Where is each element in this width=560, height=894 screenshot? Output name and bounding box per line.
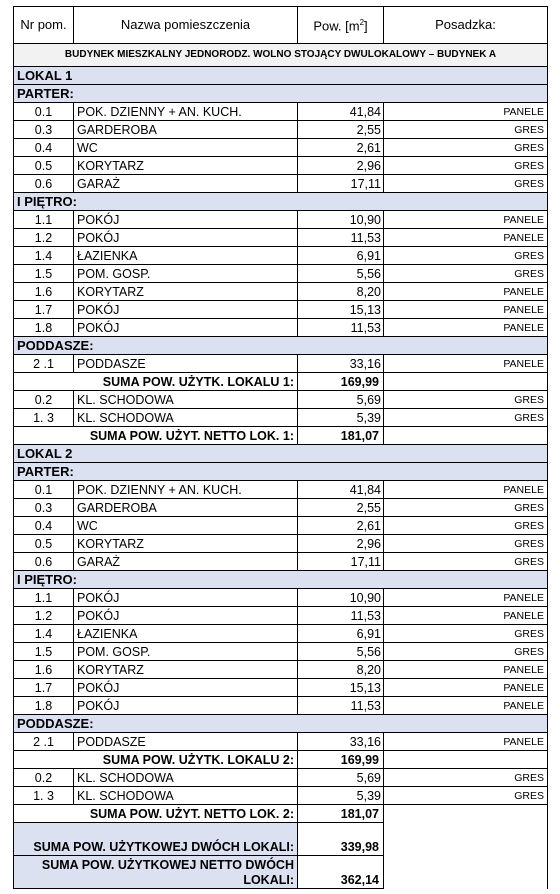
room-floor: GRES bbox=[384, 121, 548, 139]
room-name: POKÓJ bbox=[74, 589, 298, 607]
lokal1-parter-label-row bbox=[14, 85, 548, 103]
lokal2-suma-netto-label: SUMA POW. UŻYT. NETTO LOK. 2: bbox=[14, 805, 298, 823]
room-area: 11,53 bbox=[298, 319, 384, 337]
room-nr: 1. 3 bbox=[14, 787, 74, 805]
room-area: 10,90 bbox=[298, 211, 384, 229]
lokal1-suma-uzytk-row bbox=[14, 373, 548, 391]
room-name: KL. SCHODOWA bbox=[74, 787, 298, 805]
header-name: Nazwa pomieszczenia bbox=[74, 7, 298, 44]
room-nr: 1.7 bbox=[14, 679, 74, 697]
room-floor: GRES bbox=[384, 499, 548, 517]
table-row bbox=[14, 787, 548, 805]
room-floor: PANELE bbox=[384, 283, 548, 301]
room-area: 5,69 bbox=[298, 391, 384, 409]
header-area-sup: 2 bbox=[359, 18, 365, 28]
room-name: KORYTARZ bbox=[74, 661, 298, 679]
lokal1-title-row bbox=[14, 67, 548, 85]
lokal2-poddasze-label-row bbox=[14, 715, 548, 733]
room-floor: PANELE bbox=[384, 355, 548, 373]
room-nr: 0.3 bbox=[14, 499, 74, 517]
room-nr: 0.5 bbox=[14, 535, 74, 553]
room-floor: GRES bbox=[384, 409, 548, 427]
room-floor: PANELE bbox=[384, 319, 548, 337]
room-floor: PANELE bbox=[384, 607, 548, 625]
lokal1-suma-netto-blank bbox=[384, 427, 548, 445]
lokal2-suma-netto-row bbox=[14, 805, 548, 823]
room-nr: 2 .1 bbox=[14, 733, 74, 751]
room-name: KL. SCHODOWA bbox=[74, 409, 298, 427]
table-row bbox=[14, 589, 548, 607]
table-row bbox=[14, 535, 548, 553]
lokal2-title: LOKAL 2 bbox=[14, 445, 548, 463]
table-row bbox=[14, 355, 548, 373]
lokal1-poddasze-label-row bbox=[14, 337, 548, 355]
room-area: 33,16 bbox=[298, 733, 384, 751]
lokal2-parter-label-row bbox=[14, 463, 548, 481]
room-area: 5,69 bbox=[298, 769, 384, 787]
room-floor: PANELE bbox=[384, 301, 548, 319]
room-name: ŁAZIENKA bbox=[74, 247, 298, 265]
room-area: 41,84 bbox=[298, 103, 384, 121]
room-area: 2,96 bbox=[298, 535, 384, 553]
lokal2-poddasze-label: PODDASZE: bbox=[14, 715, 548, 733]
lokal2-parter-label: PARTER: bbox=[14, 463, 548, 481]
room-name: POKÓJ bbox=[74, 319, 298, 337]
room-floor: PANELE bbox=[384, 733, 548, 751]
room-floor: GRES bbox=[384, 265, 548, 283]
lokal1-parter-label: PARTER: bbox=[14, 85, 548, 103]
room-area: 15,13 bbox=[298, 679, 384, 697]
room-nr: 0.3 bbox=[14, 121, 74, 139]
room-floor: GRES bbox=[384, 625, 548, 643]
room-nr: 1.2 bbox=[14, 229, 74, 247]
room-name: POM. GOSP. bbox=[74, 643, 298, 661]
room-nr: 1.4 bbox=[14, 247, 74, 265]
room-floor: PANELE bbox=[384, 229, 548, 247]
room-name: KORYTARZ bbox=[74, 283, 298, 301]
room-area: 11,53 bbox=[298, 697, 384, 715]
lokal2-title-row bbox=[14, 445, 548, 463]
room-name: KORYTARZ bbox=[74, 535, 298, 553]
room-area: 8,20 bbox=[298, 661, 384, 679]
room-nr: 0.4 bbox=[14, 139, 74, 157]
table-row bbox=[14, 103, 548, 121]
room-area: 10,90 bbox=[298, 589, 384, 607]
room-nr: 0.6 bbox=[14, 553, 74, 571]
room-area: 2,61 bbox=[298, 517, 384, 535]
table-row bbox=[14, 499, 548, 517]
room-area: 2,96 bbox=[298, 157, 384, 175]
table-row bbox=[14, 121, 548, 139]
room-name: KL. SCHODOWA bbox=[74, 391, 298, 409]
table-row bbox=[14, 409, 548, 427]
room-name: POM. GOSP. bbox=[74, 265, 298, 283]
lokal2-suma-netto-value: 181,07 bbox=[298, 805, 384, 823]
room-floor: PANELE bbox=[384, 697, 548, 715]
room-nr: 1.5 bbox=[14, 265, 74, 283]
room-nr: 1.5 bbox=[14, 643, 74, 661]
room-area: 6,91 bbox=[298, 247, 384, 265]
room-area: 11,53 bbox=[298, 607, 384, 625]
table-row bbox=[14, 265, 548, 283]
room-nr: 1.6 bbox=[14, 283, 74, 301]
table-row bbox=[14, 283, 548, 301]
total-netto-blank bbox=[384, 856, 548, 889]
room-name: POKÓJ bbox=[74, 211, 298, 229]
room-area: 5,56 bbox=[298, 265, 384, 283]
room-area: 8,20 bbox=[298, 283, 384, 301]
lokal2-suma-uzytk-blank bbox=[384, 751, 548, 769]
table-row bbox=[14, 733, 548, 751]
table-row bbox=[14, 319, 548, 337]
table-row bbox=[14, 301, 548, 319]
room-nr: 1.2 bbox=[14, 607, 74, 625]
room-area: 41,84 bbox=[298, 481, 384, 499]
lokal1-suma-uzytk-label: SUMA POW. UŻYTK. LOKALU 1: bbox=[14, 373, 298, 391]
header-floor: Posadzka: bbox=[384, 7, 548, 44]
table-row bbox=[14, 679, 548, 697]
room-name: KORYTARZ bbox=[74, 157, 298, 175]
room-nr: 0.4 bbox=[14, 517, 74, 535]
lokal2-pietro-label-row bbox=[14, 571, 548, 589]
lokal1-pietro-label: I PIĘTRO: bbox=[14, 193, 548, 211]
room-name: GARDEROBA bbox=[74, 121, 298, 139]
room-name: POKÓJ bbox=[74, 697, 298, 715]
table-row bbox=[14, 157, 548, 175]
room-floor: PANELE bbox=[384, 661, 548, 679]
room-name: KL. SCHODOWA bbox=[74, 769, 298, 787]
room-area: 2,55 bbox=[298, 121, 384, 139]
room-name: POKÓJ bbox=[74, 229, 298, 247]
room-area: 5,39 bbox=[298, 787, 384, 805]
room-name: POKÓJ bbox=[74, 301, 298, 319]
table-row bbox=[14, 607, 548, 625]
table-row bbox=[14, 211, 548, 229]
table-row bbox=[14, 247, 548, 265]
header-nr: Nr pom. bbox=[14, 7, 74, 44]
room-name: POK. DZIENNY + AN. KUCH. bbox=[74, 481, 298, 499]
total-uzytk-blank bbox=[384, 823, 548, 856]
room-nr: 1.8 bbox=[14, 697, 74, 715]
table-row bbox=[14, 643, 548, 661]
room-nr: 0.2 bbox=[14, 391, 74, 409]
lokal2-suma-uzytk-label: SUMA POW. UŻYTK. LOKALU 2: bbox=[14, 751, 298, 769]
lokal1-suma-netto-value: 181,07 bbox=[298, 427, 384, 445]
total-uzytk-value: 339,98 bbox=[298, 823, 384, 856]
room-floor: PANELE bbox=[384, 589, 548, 607]
table-row bbox=[14, 769, 548, 787]
table-row bbox=[14, 481, 548, 499]
room-floor: GRES bbox=[384, 391, 548, 409]
room-floor: GRES bbox=[384, 535, 548, 553]
lokal2-suma-uzytk-row bbox=[14, 751, 548, 769]
room-floor: PANELE bbox=[384, 103, 548, 121]
room-floor: GRES bbox=[384, 139, 548, 157]
header-area-end: ] bbox=[364, 18, 368, 34]
room-area: 17,11 bbox=[298, 175, 384, 193]
lokal1-suma-netto-label: SUMA POW. UŻYT. NETTO LOK. 1: bbox=[14, 427, 298, 445]
room-area: 33,16 bbox=[298, 355, 384, 373]
room-name: WC bbox=[74, 139, 298, 157]
room-nr: 0.6 bbox=[14, 175, 74, 193]
table-row bbox=[14, 553, 548, 571]
room-name: GARAŻ bbox=[74, 175, 298, 193]
table-row bbox=[14, 175, 548, 193]
room-floor: PANELE bbox=[384, 481, 548, 499]
lokal1-pietro-label-row bbox=[14, 193, 548, 211]
lokal1-poddasze-label: PODDASZE: bbox=[14, 337, 548, 355]
room-floor: PANELE bbox=[384, 679, 548, 697]
room-floor: GRES bbox=[384, 769, 548, 787]
room-nr: 0.2 bbox=[14, 769, 74, 787]
room-name: ŁAZIENKA bbox=[74, 625, 298, 643]
room-nr: 0.1 bbox=[14, 481, 74, 499]
lokal1-suma-uzytk-blank bbox=[384, 373, 548, 391]
room-nr: 0.5 bbox=[14, 157, 74, 175]
table-row bbox=[14, 697, 548, 715]
total-netto-row bbox=[14, 856, 548, 889]
room-floor: GRES bbox=[384, 175, 548, 193]
room-nr: 2 .1 bbox=[14, 355, 74, 373]
total-uzytk-label: SUMA POW. UŻYTKOWEJ DWÓCH LOKALI: bbox=[14, 823, 298, 856]
room-nr: 1.8 bbox=[14, 319, 74, 337]
room-name: POKÓJ bbox=[74, 607, 298, 625]
room-area: 11,53 bbox=[298, 229, 384, 247]
header-area bbox=[298, 7, 384, 44]
total-netto-value: 362,14 bbox=[298, 856, 384, 889]
room-area: 2,61 bbox=[298, 139, 384, 157]
building-title: BUDYNEK MIESZKALNY JEDNORODZ. WOLNO STOJĄCY DWULOKALOWY – BUDYNEK A bbox=[14, 44, 548, 67]
table-row bbox=[14, 229, 548, 247]
room-floor: GRES bbox=[384, 157, 548, 175]
room-area: 5,56 bbox=[298, 643, 384, 661]
room-nr: 1.1 bbox=[14, 589, 74, 607]
room-nr: 1.7 bbox=[14, 301, 74, 319]
room-area-table bbox=[13, 6, 548, 889]
total-uzytk-row bbox=[14, 823, 548, 856]
room-area: 17,11 bbox=[298, 553, 384, 571]
room-floor: GRES bbox=[384, 553, 548, 571]
room-area: 2,55 bbox=[298, 499, 384, 517]
lokal1-suma-uzytk-value: 169,99 bbox=[298, 373, 384, 391]
room-floor: GRES bbox=[384, 517, 548, 535]
room-name: PODDASZE bbox=[74, 733, 298, 751]
room-name: GARDEROBA bbox=[74, 499, 298, 517]
room-floor: GRES bbox=[384, 247, 548, 265]
room-nr: 1.4 bbox=[14, 625, 74, 643]
lokal2-pietro-label: I PIĘTRO: bbox=[14, 571, 548, 589]
table-row bbox=[14, 139, 548, 157]
room-floor: PANELE bbox=[384, 211, 548, 229]
room-floor: GRES bbox=[384, 787, 548, 805]
lokal1-suma-netto-row bbox=[14, 427, 548, 445]
lokal1-title: LOKAL 1 bbox=[14, 67, 548, 85]
room-name: POKÓJ bbox=[74, 679, 298, 697]
room-area: 15,13 bbox=[298, 301, 384, 319]
table-row bbox=[14, 661, 548, 679]
total-netto-label: SUMA POW. UŻYTKOWEJ NETTO DWÓCH LOKALI: bbox=[14, 856, 298, 889]
building-row bbox=[14, 44, 548, 67]
room-name: POK. DZIENNY + AN. KUCH. bbox=[74, 103, 298, 121]
table-row bbox=[14, 391, 548, 409]
header-area-text: Pow. [m bbox=[313, 18, 360, 34]
room-floor: GRES bbox=[384, 643, 548, 661]
room-area: 5,39 bbox=[298, 409, 384, 427]
table-row bbox=[14, 517, 548, 535]
area-table-wrapper bbox=[13, 6, 548, 889]
room-nr: 1.1 bbox=[14, 211, 74, 229]
room-nr: 1. 3 bbox=[14, 409, 74, 427]
room-name: PODDASZE bbox=[74, 355, 298, 373]
table-row bbox=[14, 625, 548, 643]
room-name: WC bbox=[74, 517, 298, 535]
table-body bbox=[14, 7, 548, 889]
room-nr: 1.6 bbox=[14, 661, 74, 679]
header-row bbox=[14, 7, 548, 44]
room-name: GARAŻ bbox=[74, 553, 298, 571]
lokal2-suma-netto-blank bbox=[384, 805, 548, 823]
lokal2-suma-uzytk-value: 169,99 bbox=[298, 751, 384, 769]
room-area: 6,91 bbox=[298, 625, 384, 643]
room-nr: 0.1 bbox=[14, 103, 74, 121]
